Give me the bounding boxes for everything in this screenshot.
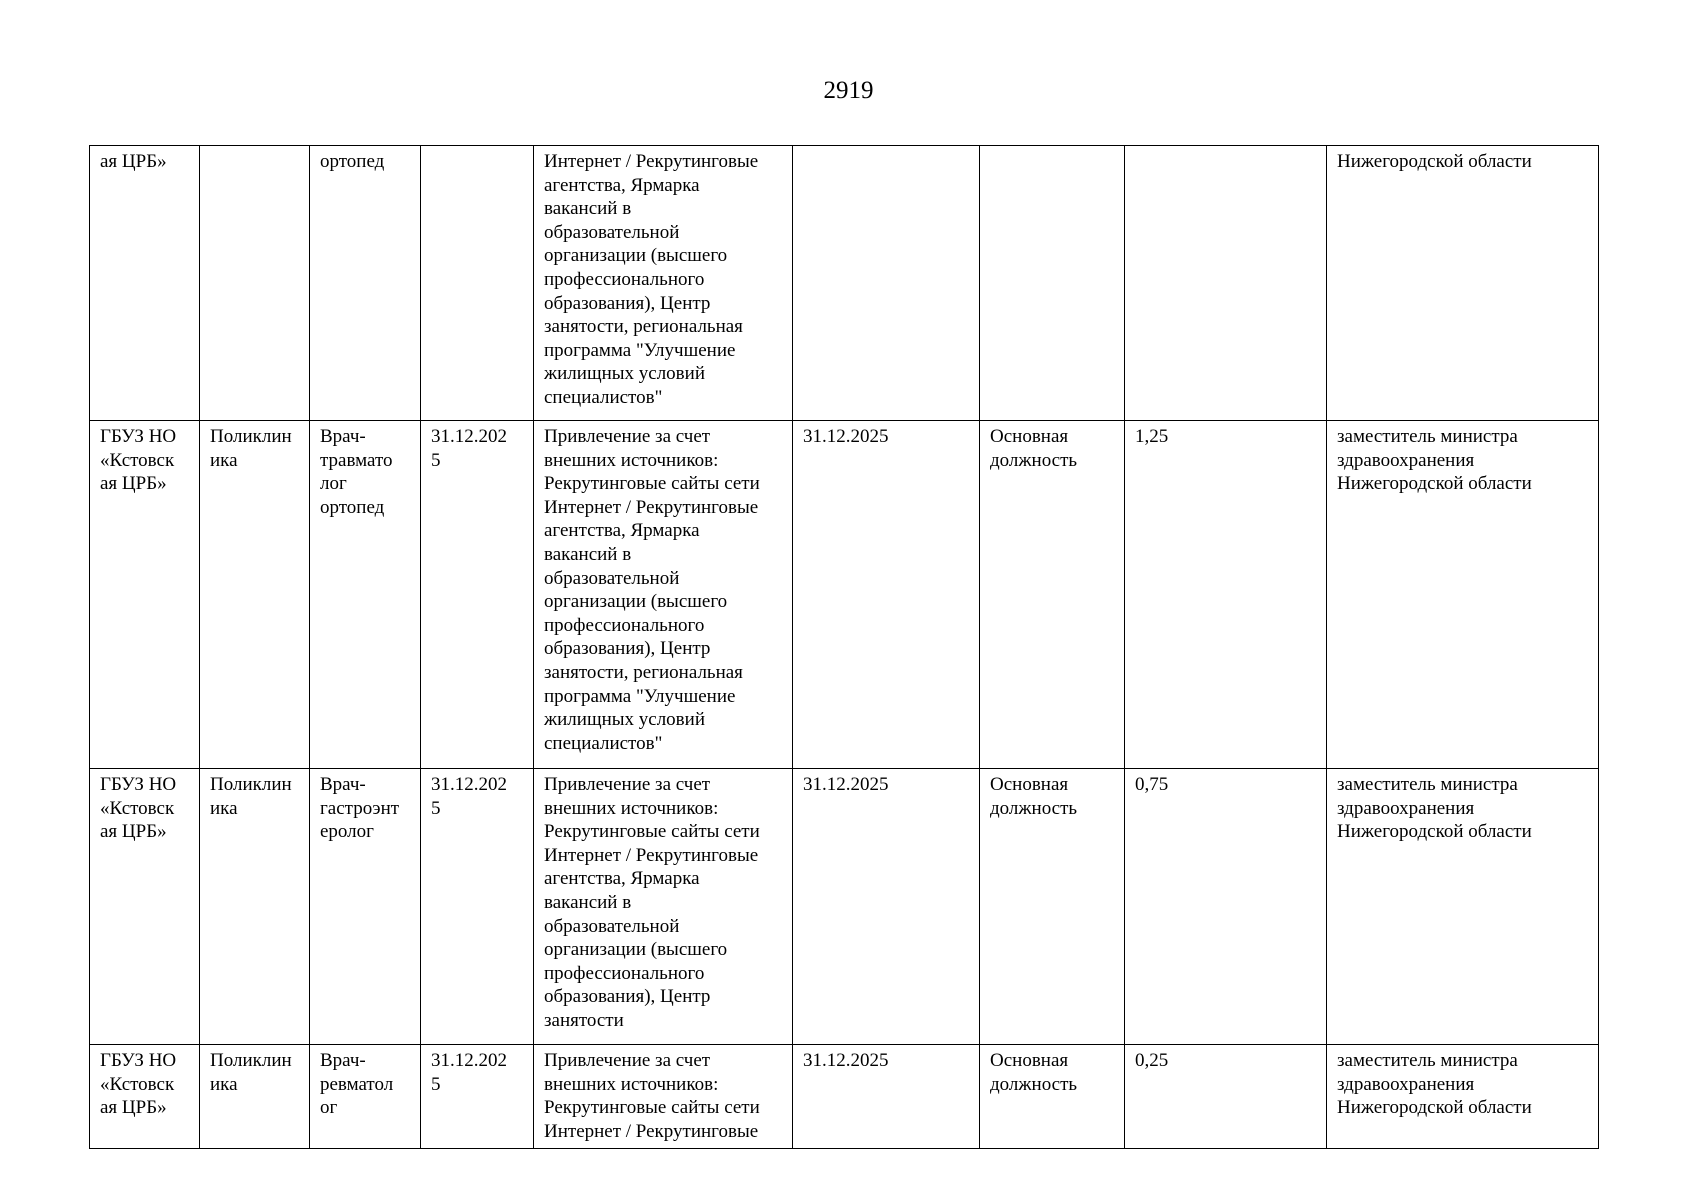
cell-unit: Поликлин ика [200,1045,310,1149]
cell-organization: ГБУЗ НО «Кстовск ая ЦРБ» [90,1045,200,1149]
cell-deadline: 31.12.2025 [793,769,980,1045]
cell-rate [1125,146,1327,421]
cell-unit: Поликлин ика [200,421,310,769]
cell-deadline [793,146,980,421]
table-row [90,146,1599,421]
cell-position: Врач- ревматол ог [310,1045,421,1149]
cell-position-type: Основная должность [980,1045,1125,1149]
cell-position-type: Основная должность [980,421,1125,769]
cell-organization: ГБУЗ НО «Кстовск ая ЦРБ» [90,769,200,1045]
cell-rate: 1,25 [1125,421,1327,769]
cell-date: 31.12.202 5 [421,421,534,769]
cell-method: Привлечение за счет внешних источников: Рекрутинговые сайты сети Интернет / Рекрутинговые [534,1045,793,1149]
cell-organization: ая ЦРБ» [90,146,200,421]
cell-date: 31.12.202 5 [421,1045,534,1149]
cell-position: Врач- травмато лог ортопед [310,421,421,769]
cell-deadline: 31.12.2025 [793,1045,980,1149]
cell-position-type: Основная должность [980,769,1125,1045]
cell-date [421,146,534,421]
cell-position: Врач- гастроэнт еролог [310,769,421,1045]
cell-responsible: заместитель министра здравоохранения Нижегородской области [1327,1045,1599,1149]
cell-position-type [980,146,1125,421]
cell-method: Привлечение за счет внешних источников: Рекрутинговые сайты сети Интернет / Рекрутинговые агентства, Ярмарка вакансий в образовательной организации (высшего профессионального образования), Центр занятости [534,769,793,1045]
cell-deadline: 31.12.2025 [793,421,980,769]
cell-position: ортопед [310,146,421,421]
cell-date: 31.12.202 5 [421,769,534,1045]
cell-responsible: заместитель министра здравоохранения Нижегородской области [1327,769,1599,1045]
cell-unit [200,146,310,421]
cell-organization: ГБУЗ НО «Кстовск ая ЦРБ» [90,421,200,769]
table-row [90,421,1599,769]
cell-rate: 0,25 [1125,1045,1327,1149]
cell-method: Интернет / Рекрутинговые агентства, Ярмарка вакансий в образовательной организации (высшего профессионального образования), Центр занятости, региональная программа "Улучшение жилищных условий специалистов" [534,146,793,421]
table-row [90,1045,1599,1149]
vacancy-table [89,145,1599,1149]
cell-unit: Поликлин ика [200,769,310,1045]
cell-responsible: Нижегородской области [1327,146,1599,421]
page-number: 2919 [823,77,874,104]
cell-method: Привлечение за счет внешних источников: Рекрутинговые сайты сети Интернет / Рекрутинговые агентства, Ярмарка вакансий в образовательной организации (высшего профессионального образования), Центр занятости, региональная программа "Улучшение жилищных условий специалистов" [534,421,793,769]
cell-rate: 0,75 [1125,769,1327,1045]
cell-responsible: заместитель министра здравоохранения Нижегородской области [1327,421,1599,769]
table-row [90,769,1599,1045]
